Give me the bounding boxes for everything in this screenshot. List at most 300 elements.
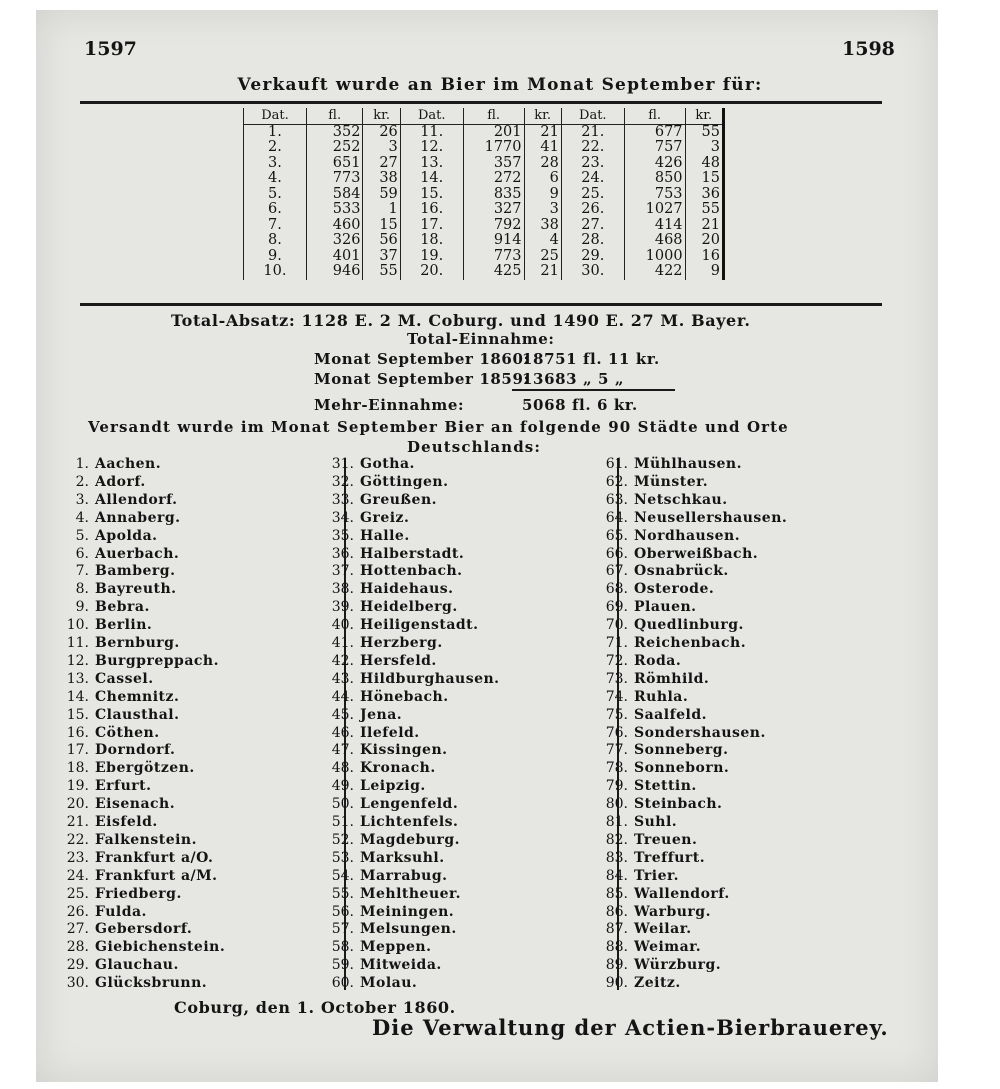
city-name: Chemnitz. [95,688,180,705]
city-row [55,741,175,759]
city-row [55,974,207,992]
city-number: 64. [605,509,628,526]
revenue-1859-value: 13683 „ 5 „ [522,370,625,388]
city-name: Meiningen. [360,903,455,920]
city-name: Nordhausen. [634,527,741,544]
revenue-1860-label: Monat September 1860: [314,350,530,368]
sales-florin-cell: 468 [624,233,685,249]
city-number: 33. [331,491,354,508]
sales-kreuzer-cell: 16 [685,249,723,265]
sales-kreuzer-cell: 20 [685,233,723,249]
city-row [594,920,692,938]
city-row [320,545,464,563]
city-row [594,455,742,473]
sales-date-cell: 6. [244,202,307,218]
city-number: 62. [605,473,628,490]
city-number: 17. [66,742,89,759]
city-name: Glauchau. [95,957,179,974]
city-row [594,724,766,742]
city-name: Greiz. [360,509,410,526]
city-row [320,795,458,813]
sales-florin-cell: 946 [306,264,363,280]
city-number: 42. [331,652,354,669]
city-number: 54. [331,867,354,884]
sales-date-cell: 28. [561,233,624,249]
sales-date-cell: 5. [244,187,307,203]
city-name: Herzberg. [360,635,443,651]
sales-date-cell: 15. [400,187,463,203]
city-name: Burgpreppach. [95,652,219,669]
city-number: 83. [605,849,628,866]
sales-florin-cell: 426 [624,156,685,172]
city-number: 68. [605,581,628,598]
city-row [320,831,460,849]
city-number: 52. [331,831,354,848]
city-name: Ebergötzen. [95,760,195,777]
city-row [55,652,219,670]
city-row [55,938,225,956]
city-name: Treffurt. [634,849,706,866]
city-number: 86. [605,903,628,920]
city-row [594,706,707,724]
city-name: Suhl. [634,814,678,830]
sales-florin-cell: 1770 [463,140,524,156]
city-row [320,885,461,903]
sales-florin-cell: 414 [624,218,685,234]
sales-florin-cell: 357 [463,156,524,172]
city-number: 8. [75,581,89,598]
city-row [55,903,147,921]
header-kreuzer: kr. [685,108,723,124]
city-name: Mehltheuer. [360,885,462,902]
city-name: Clausthal. [95,706,180,723]
city-name: Warburg. [634,903,711,920]
sales-florin-cell: 677 [624,124,685,140]
city-number: 71. [605,635,628,651]
city-number: 32. [331,473,354,490]
city-number: 39. [331,599,354,616]
sales-row [244,124,724,140]
sales-florin-cell: 401 [306,249,363,265]
city-row [594,831,697,849]
city-row [55,885,182,903]
city-row [320,938,431,956]
city-number: 48. [331,760,354,777]
city-number: 45. [331,706,354,723]
city-number: 89. [605,957,628,974]
city-name: Auerbach. [95,545,180,562]
sales-date-cell: 16. [400,202,463,218]
city-number: 28. [66,939,89,956]
city-name: Giebichenstein. [95,939,226,956]
city-name: Apolda. [95,527,158,544]
city-number: 26. [66,903,89,920]
sales-row [244,171,724,187]
sales-kreuzer-cell: 28 [524,156,561,172]
city-number: 75. [605,706,628,723]
city-number: 46. [331,724,354,741]
city-name: Frankfurt a/M. [95,867,218,884]
city-number: 41. [331,635,354,651]
sales-date-cell: 8. [244,233,307,249]
city-number: 55. [331,885,354,902]
sales-florin-cell: 584 [306,187,363,203]
sales-florin-cell: 533 [306,202,363,218]
city-row [320,527,410,545]
city-row [594,562,729,580]
city-row [594,759,729,777]
city-row [594,867,679,885]
city-number: 66. [605,545,628,562]
city-name: Glücksbrunn. [95,975,208,992]
sales-florin-cell: 252 [306,140,363,156]
city-row [320,509,409,527]
city-name: Mitweida. [360,957,442,974]
city-row [594,473,708,491]
city-name: Münster. [634,473,709,490]
city-name: Frankfurt a/O. [95,849,214,866]
city-number: 2. [75,473,89,490]
sales-kreuzer-cell: 3 [685,140,723,156]
city-row [55,616,152,634]
city-number: 15. [66,706,89,723]
city-name: Roda. [634,652,682,669]
header-florin: fl. [306,108,363,124]
city-row [55,867,218,885]
city-name: Steinbach. [634,796,723,813]
city-name: Bebra. [95,599,150,616]
city-row [594,598,697,616]
sales-florin-cell: 1000 [624,249,685,265]
city-name: Jena. [360,706,403,723]
sales-florin-cell: 835 [463,187,524,203]
city-name: Ruhla. [634,688,689,705]
city-row [320,473,448,491]
city-row [55,634,180,652]
city-row [594,813,677,831]
sales-kreuzer-cell: 15 [363,218,400,234]
city-row [55,491,178,509]
city-name: Heidelberg. [360,599,458,616]
city-name: Aachen. [95,456,162,472]
city-number: 81. [605,814,628,830]
sales-kreuzer-cell: 15 [685,171,723,187]
city-row [55,562,175,580]
sales-date-cell: 11. [400,124,463,140]
sales-row [244,156,724,172]
city-row [55,813,158,831]
city-number: 25. [66,885,89,902]
sales-kreuzer-cell: 48 [685,156,723,172]
shipping-heading-2: Deutschlands: [407,438,541,456]
city-name: Allendorf. [95,491,178,508]
sales-florin-cell: 326 [306,233,363,249]
city-row [594,777,697,795]
sales-kreuzer-cell: 59 [363,187,400,203]
sales-florin-cell: 425 [463,264,524,280]
sales-date-cell: 12. [400,140,463,156]
city-name: Bayreuth. [95,581,177,598]
city-name: Melsungen. [360,921,457,938]
city-row [594,688,688,706]
city-number: 53. [331,849,354,866]
right-page-number: 1598 [842,38,895,60]
city-row [320,849,445,867]
city-name: Mühlhausen. [634,456,742,472]
sales-kreuzer-cell: 4 [524,233,561,249]
city-name: Adorf. [95,473,146,490]
city-row [594,509,787,527]
sales-florin-cell: 460 [306,218,363,234]
header-kreuzer: kr. [363,108,400,124]
city-row [594,616,744,634]
city-number: 43. [331,670,354,687]
sales-florin-cell: 757 [624,140,685,156]
city-name: Fulda. [95,903,147,920]
sales-kreuzer-cell: 38 [524,218,561,234]
sales-date-cell: 27. [561,218,624,234]
city-name: Sonneberg. [634,742,729,759]
city-row [320,670,500,688]
date-line: Coburg, den 1. October 1860. [174,998,456,1017]
city-number: 49. [331,778,354,795]
sales-date-cell: 7. [244,218,307,234]
city-name: Hildburghausen. [360,670,500,687]
sales-kreuzer-cell: 55 [363,264,400,280]
city-row [594,795,722,813]
city-name: Saalfeld. [634,706,707,723]
sales-florin-cell: 753 [624,187,685,203]
city-row [594,670,709,688]
city-row [55,580,177,598]
sales-kreuzer-cell: 27 [363,156,400,172]
city-number: 58. [331,939,354,956]
shipping-heading: Versandt wurde im Monat September Bier an folgende 90 Städte und Orte [88,418,789,436]
sales-row [244,233,724,249]
city-name: Weilar. [634,921,692,938]
city-row [55,849,213,867]
city-number: 34. [331,509,354,526]
total-sales-line: Total-Absatz: 1128 E. 2 M. Coburg. und 1490 E. 27 M. Bayer. [171,311,751,330]
page-title: Verkauft wurde an Bier im Monat September für: [237,75,763,95]
sales-date-cell: 19. [400,249,463,265]
city-row [320,598,458,616]
city-name: Sonneborn. [634,760,730,777]
sales-date-cell: 29. [561,249,624,265]
city-number: 20. [66,796,89,813]
city-row [320,741,448,759]
city-number: 74. [605,688,628,705]
city-name: Hottenbach. [360,563,463,580]
city-name: Gotha. [360,456,415,472]
city-name: Plauen. [634,599,697,616]
sales-date-cell: 22. [561,140,624,156]
city-name: Eisenach. [95,796,176,813]
revenue-1860-value: 18751 fl. 11 kr. [522,350,660,368]
sales-date-cell: 20. [400,264,463,280]
city-row [594,527,740,545]
city-row [594,545,758,563]
city-row [320,956,442,974]
city-row [55,759,195,777]
sales-date-cell: 4. [244,171,307,187]
sales-kreuzer-cell: 37 [363,249,400,265]
sales-florin-cell: 272 [463,171,524,187]
city-name: Osnabrück. [634,563,729,580]
sales-kreuzer-cell: 21 [685,218,723,234]
city-number: 61. [605,456,628,472]
city-name: Wallendorf. [634,885,730,902]
city-row [320,903,454,921]
city-row [594,938,701,956]
city-number: 63. [605,491,628,508]
city-number: 69. [605,599,628,616]
city-name: Bernburg. [95,635,180,651]
city-row [55,473,146,491]
city-name: Stettin. [634,778,697,795]
city-row [594,885,730,903]
sales-date-cell: 21. [561,124,624,140]
sales-kreuzer-cell: 26 [363,124,400,140]
city-number: 78. [605,760,628,777]
city-row [594,652,681,670]
city-name: Kissingen. [360,742,448,759]
city-row [55,724,160,742]
city-row [55,509,181,527]
sales-table-header [244,108,724,124]
city-number: 87. [605,921,628,938]
sales-florin-cell: 651 [306,156,363,172]
city-number: 82. [605,831,628,848]
city-row [320,974,417,992]
city-number: 57. [331,921,354,938]
sales-kreuzer-cell: 9 [685,264,723,280]
sales-kreuzer-cell: 3 [524,202,561,218]
city-row [320,455,415,473]
header-date: Dat. [561,108,624,124]
city-row [55,795,175,813]
sales-kreuzer-cell: 21 [524,124,561,140]
city-name: Hersfeld. [360,652,437,669]
city-number: 29. [66,957,89,974]
city-number: 44. [331,688,354,705]
city-name: Osterode. [634,581,715,598]
city-row [594,634,746,652]
sales-florin-cell: 773 [463,249,524,265]
city-number: 51. [331,814,354,830]
city-number: 40. [331,617,354,634]
sales-florin-cell: 201 [463,124,524,140]
extra-revenue-value: 5068 fl. 6 kr. [522,396,638,414]
city-name: Heiligenstadt. [360,617,479,634]
city-name: Weimar. [634,939,702,956]
city-number: 72. [605,652,628,669]
sum-rule [512,389,675,391]
sales-row [244,202,724,218]
sales-florin-cell: 422 [624,264,685,280]
city-number: 31. [331,456,354,472]
city-number: 73. [605,670,628,687]
sales-date-cell: 24. [561,171,624,187]
header-kreuzer: kr. [524,108,561,124]
city-number: 36. [331,545,354,562]
city-name: Quedlinburg. [634,617,744,634]
sales-florin-cell: 352 [306,124,363,140]
city-name: Bamberg. [95,563,176,580]
city-number: 60. [331,975,354,992]
header-florin: fl. [463,108,524,124]
city-number: 65. [605,527,628,544]
city-number: 4. [75,509,89,526]
city-number: 70. [605,617,628,634]
city-number: 14. [66,688,89,705]
city-name: Reichenbach. [634,635,747,651]
city-name: Hönebach. [360,688,449,705]
city-name: Leipzig. [360,778,426,795]
city-number: 27. [66,921,89,938]
city-name: Cöthen. [95,724,160,741]
city-row [55,688,179,706]
signature: Die Verwaltung der Actien-Bierbrauerey. [372,1015,889,1040]
city-number: 67. [605,563,628,580]
city-row [320,920,457,938]
city-name: Halberstadt. [360,545,465,562]
sales-date-cell: 17. [400,218,463,234]
city-number: 21. [66,814,89,830]
sales-date-cell: 14. [400,171,463,187]
sales-row [244,218,724,234]
sales-kreuzer-cell: 56 [363,233,400,249]
city-number: 13. [66,670,89,687]
sales-date-cell: 10. [244,264,307,280]
city-row [320,491,437,509]
city-row [594,491,728,509]
city-name: Erfurt. [95,778,152,795]
city-number: 88. [605,939,628,956]
city-name: Göttingen. [360,473,449,490]
city-row [594,741,728,759]
sales-kreuzer-cell: 1 [363,202,400,218]
sales-row [244,187,724,203]
sales-row [244,264,724,280]
top-rule [80,101,882,104]
sales-date-cell: 2. [244,140,307,156]
sales-row [244,249,724,265]
city-row [320,634,443,652]
city-number: 50. [331,796,354,813]
city-row [320,652,437,670]
city-name: Neusellershausen. [634,509,788,526]
city-number: 84. [605,867,628,884]
total-revenue-label: Total-Einnahme: [407,330,555,348]
city-number: 6. [75,545,89,562]
extra-revenue-label: Mehr-Einnahme: [314,396,465,414]
city-name: Römhild. [634,670,710,687]
header-date: Dat. [244,108,307,124]
city-name: Lengenfeld. [360,796,459,813]
city-name: Eisfeld. [95,814,158,830]
city-number: 5. [75,527,89,544]
city-row [320,724,420,742]
city-row [55,545,179,563]
city-name: Magdeburg. [360,831,461,848]
city-row [55,598,150,616]
sales-date-cell: 23. [561,156,624,172]
city-number: 11. [66,635,89,651]
city-row [594,903,711,921]
table-bottom-rule [80,303,882,306]
city-name: Cassel. [95,670,154,687]
